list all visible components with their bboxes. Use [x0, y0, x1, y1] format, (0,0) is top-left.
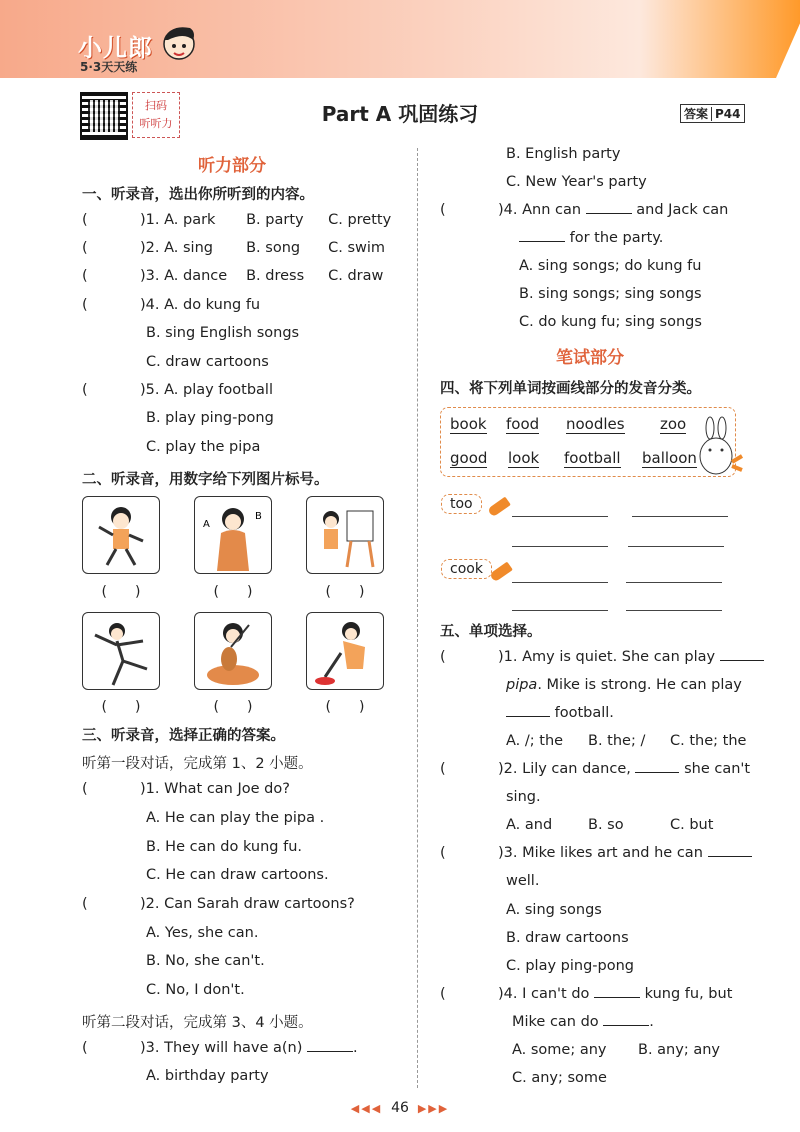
word — [450, 449, 487, 467]
answer-line[interactable] — [632, 516, 728, 517]
sec5-q3: ( )3. Mike likes art and he can — [440, 845, 752, 861]
q-stem: Can Sarah draw cartoons? — [164, 896, 355, 912]
sec5-q2-options — [506, 817, 713, 833]
option: A. dance — [164, 268, 228, 284]
option: A. sing — [164, 240, 213, 256]
option: B. sing English songs — [146, 325, 300, 341]
option: C. pretty — [328, 212, 392, 228]
page-number: 46 — [391, 1100, 409, 1116]
word — [566, 415, 625, 433]
picture-ping-pong — [306, 612, 384, 690]
sec1-q3: ( )3. A. dance B. dress C. draw — [82, 268, 384, 284]
answer-ref — [680, 104, 745, 123]
q-stem: for the party. — [569, 230, 664, 246]
option: A. sing songs — [506, 902, 602, 918]
page-footer — [0, 1100, 800, 1116]
q-stem: What can Joe do? — [164, 781, 290, 797]
picture-dancing — [82, 612, 160, 690]
word — [508, 449, 539, 467]
word — [506, 415, 539, 433]
q-stem: she can't — [684, 761, 751, 777]
option: A. park — [164, 212, 216, 228]
word-text: look — [508, 449, 540, 467]
qr-label-line2: 听听力 — [139, 117, 173, 130]
picture-answer[interactable]: ( ) — [101, 699, 141, 715]
qr-label-line1: 扫码 — [145, 99, 167, 112]
sec1-q4: ( )4. A. do kung fu — [82, 297, 261, 313]
q-stem: Amy is quiet. She can play — [522, 649, 716, 665]
q-num: )1. — [140, 212, 160, 228]
svg-text:B: B — [255, 511, 262, 522]
picture-kung-fu — [82, 496, 160, 574]
sec1-q1: ( )1. A. park B. party C. pretty — [82, 212, 392, 228]
sec3-instruction-2: 听第二段对话，完成第 3、4 小题。 — [82, 1015, 313, 1031]
carrot-icon — [489, 562, 513, 583]
q-stem: sing. — [506, 789, 541, 805]
written-title: 笔试部分 — [556, 348, 624, 368]
option: A. play football — [164, 382, 273, 398]
q-num: )4. — [498, 986, 518, 1002]
q-num: )2. — [498, 761, 518, 777]
answer-line[interactable] — [512, 582, 608, 583]
sec3-heading: 三、听录音，选择正确的答案。 — [82, 728, 285, 744]
answer-page: P44 — [711, 107, 741, 121]
word-text: football — [564, 449, 621, 467]
sound-tag-too: too — [441, 494, 482, 514]
option: B. draw cartoons — [506, 930, 629, 946]
q-stem: Mike can do — [512, 1014, 599, 1030]
q-stem: I can't do — [522, 986, 590, 1002]
option: C. do kung fu; sing songs — [519, 314, 702, 330]
sec5-q4-line2: Mike can do . — [512, 1014, 654, 1030]
q-num: )4. — [140, 297, 160, 313]
picture-answer[interactable]: ( ) — [325, 584, 365, 600]
option: B. play ping-pong — [146, 410, 274, 426]
sec2-heading: 二、听录音，用数字给下列图片标号。 — [82, 472, 329, 488]
answer-line[interactable] — [626, 582, 722, 583]
answer-line[interactable] — [626, 610, 722, 611]
q-stem: Ann can — [522, 202, 582, 218]
word-text: noodles — [566, 415, 625, 433]
word — [660, 415, 686, 433]
option: B. the; / — [588, 733, 646, 749]
sec3-instruction-1: 听第一段对话，完成第 1、2 小题。 — [82, 756, 313, 772]
answer-blank[interactable] — [594, 997, 640, 998]
option: C. but — [670, 817, 714, 833]
word-text: good — [450, 449, 488, 467]
option: B. so — [588, 817, 624, 833]
picture-singing — [194, 496, 272, 574]
answer-blank[interactable] — [506, 716, 550, 717]
option: A. some; any — [512, 1042, 607, 1058]
answer-blank[interactable] — [519, 241, 565, 242]
q-stem: Mike likes art and he can — [522, 845, 703, 861]
option: A. He can play the pipa . — [146, 810, 325, 826]
page-title: Part A 巩固练习 — [321, 102, 479, 126]
sec1-q5: ( )5. A. play football — [82, 382, 273, 398]
q-num: )1. — [140, 781, 160, 797]
word — [564, 449, 621, 467]
q-num: )2. — [140, 240, 160, 256]
sec3-q4: ( )4. Ann can and Jack can — [440, 202, 729, 218]
word-text: zoo — [660, 415, 687, 433]
option: B. sing songs; sing songs — [519, 286, 702, 302]
answer-line[interactable] — [512, 546, 608, 547]
word — [642, 449, 697, 467]
sec1-q2: ( )2. A. sing B. song C. swim — [82, 240, 386, 256]
option: B. party — [246, 212, 304, 228]
option: B. No, she can't. — [146, 953, 265, 969]
q-num: )4. — [498, 202, 518, 218]
option: C. New Year's party — [506, 174, 647, 190]
option: C. any; some — [512, 1070, 607, 1086]
word-text: balloon — [642, 449, 697, 467]
sec5-heading: 五、单项选择。 — [440, 624, 542, 640]
q-stem: and Jack can — [636, 202, 729, 218]
option: A. Yes, she can. — [146, 925, 259, 941]
q-num: )1. — [498, 649, 518, 665]
option: C. draw — [328, 268, 384, 284]
option: C. swim — [328, 240, 386, 256]
option: C. play the pipa — [146, 439, 261, 455]
sec3-q2: ( )2. Can Sarah draw cartoons? — [82, 896, 355, 912]
q-stem: but — [708, 986, 733, 1002]
sound-tag-cook: cook — [441, 559, 492, 579]
q-num: )3. — [498, 845, 518, 861]
brand-series: 5·3天天练 — [80, 60, 138, 74]
q-num: )3. — [140, 1040, 160, 1056]
option: B. any; any — [638, 1042, 720, 1058]
q-num: )5. — [140, 382, 160, 398]
sec1-heading: 一、听录音，选出你所听到的内容。 — [82, 187, 314, 203]
answer-line[interactable] — [512, 516, 608, 517]
q-num: )3. — [140, 268, 160, 284]
picture-answer[interactable]: ( ) — [213, 584, 253, 600]
option: C. He can draw cartoons. — [146, 867, 329, 883]
option: B. dress — [246, 268, 305, 284]
q-stem-italic: pipa — [506, 677, 538, 693]
q-stem: They will have a(n) — [164, 1040, 303, 1056]
sec5-q1-options — [506, 733, 746, 749]
picture-drawing — [306, 496, 384, 574]
prev-arrows-icon: ◀◀◀ — [350, 1102, 383, 1115]
option: B. English party — [506, 146, 621, 162]
option: C. play ping-pong — [506, 958, 634, 974]
picture-answer[interactable]: ( ) — [325, 699, 365, 715]
sec5-q4-options — [512, 1042, 720, 1058]
picture-answer[interactable]: ( ) — [213, 699, 253, 715]
column-divider — [417, 148, 418, 1088]
option: A. do kung fu — [164, 297, 261, 313]
sec5-q1: ( )1. Amy is quiet. She can play — [440, 649, 764, 665]
picture-playing-pipa — [194, 612, 272, 690]
listening-title: 听力部分 — [198, 156, 266, 176]
answer-blank[interactable] — [603, 1025, 649, 1026]
rabbit-icon — [694, 416, 744, 478]
option: C. the; the — [670, 733, 747, 749]
sec5-q4: ( )4. I can't do kung fu, but — [440, 986, 733, 1002]
q-stem: football. — [554, 705, 614, 721]
answer-line[interactable] — [628, 546, 724, 547]
option: A. and — [506, 817, 553, 833]
word — [450, 415, 487, 433]
answer-blank[interactable] — [586, 213, 632, 214]
option: C. draw cartoons — [146, 354, 269, 370]
answer-label: 答案 — [684, 107, 709, 121]
sec3-q3: ( )3. They will have a(n) . — [82, 1040, 358, 1056]
answer-blank[interactable] — [708, 856, 752, 857]
option: C. No, I don't. — [146, 982, 245, 998]
carrot-icon — [487, 497, 511, 518]
picture-answer[interactable]: ( ) — [101, 584, 141, 600]
q-stem: . Mike is strong. He can play — [537, 677, 742, 693]
mascot-icon — [160, 22, 198, 66]
q-stem: Lily can dance, — [522, 761, 631, 777]
sec5-q1-line2 — [506, 677, 742, 693]
sec3-q4-line2 — [519, 230, 663, 246]
answer-line[interactable] — [512, 610, 608, 611]
brand-name: 小儿郎 — [78, 34, 153, 62]
sec5-q2: ( )2. Lily can dance, she can't — [440, 761, 751, 777]
option: A. /; the — [506, 733, 564, 749]
svg-text:A: A — [203, 519, 210, 530]
q-stem: well. — [506, 873, 540, 889]
q-stem: kung fu, — [644, 986, 704, 1002]
sec3-q1: ( )1. What can Joe do? — [82, 781, 290, 797]
word-text: food — [506, 415, 540, 433]
answer-blank[interactable] — [720, 660, 764, 661]
sec5-q1-line3 — [506, 705, 614, 721]
option: B. song — [246, 240, 301, 256]
option: A. birthday party — [146, 1068, 269, 1084]
answer-blank[interactable] — [635, 772, 679, 773]
sec4-heading: 四、将下列单词按画线部分的发音分类。 — [440, 381, 701, 397]
next-arrows-icon: ▶▶▶ — [417, 1102, 450, 1115]
option: A. sing songs; do kung fu — [519, 258, 702, 274]
option: B. He can do kung fu. — [146, 839, 302, 855]
answer-blank[interactable] — [307, 1051, 353, 1052]
word-text: book — [450, 415, 487, 433]
q-num: )2. — [140, 896, 160, 912]
